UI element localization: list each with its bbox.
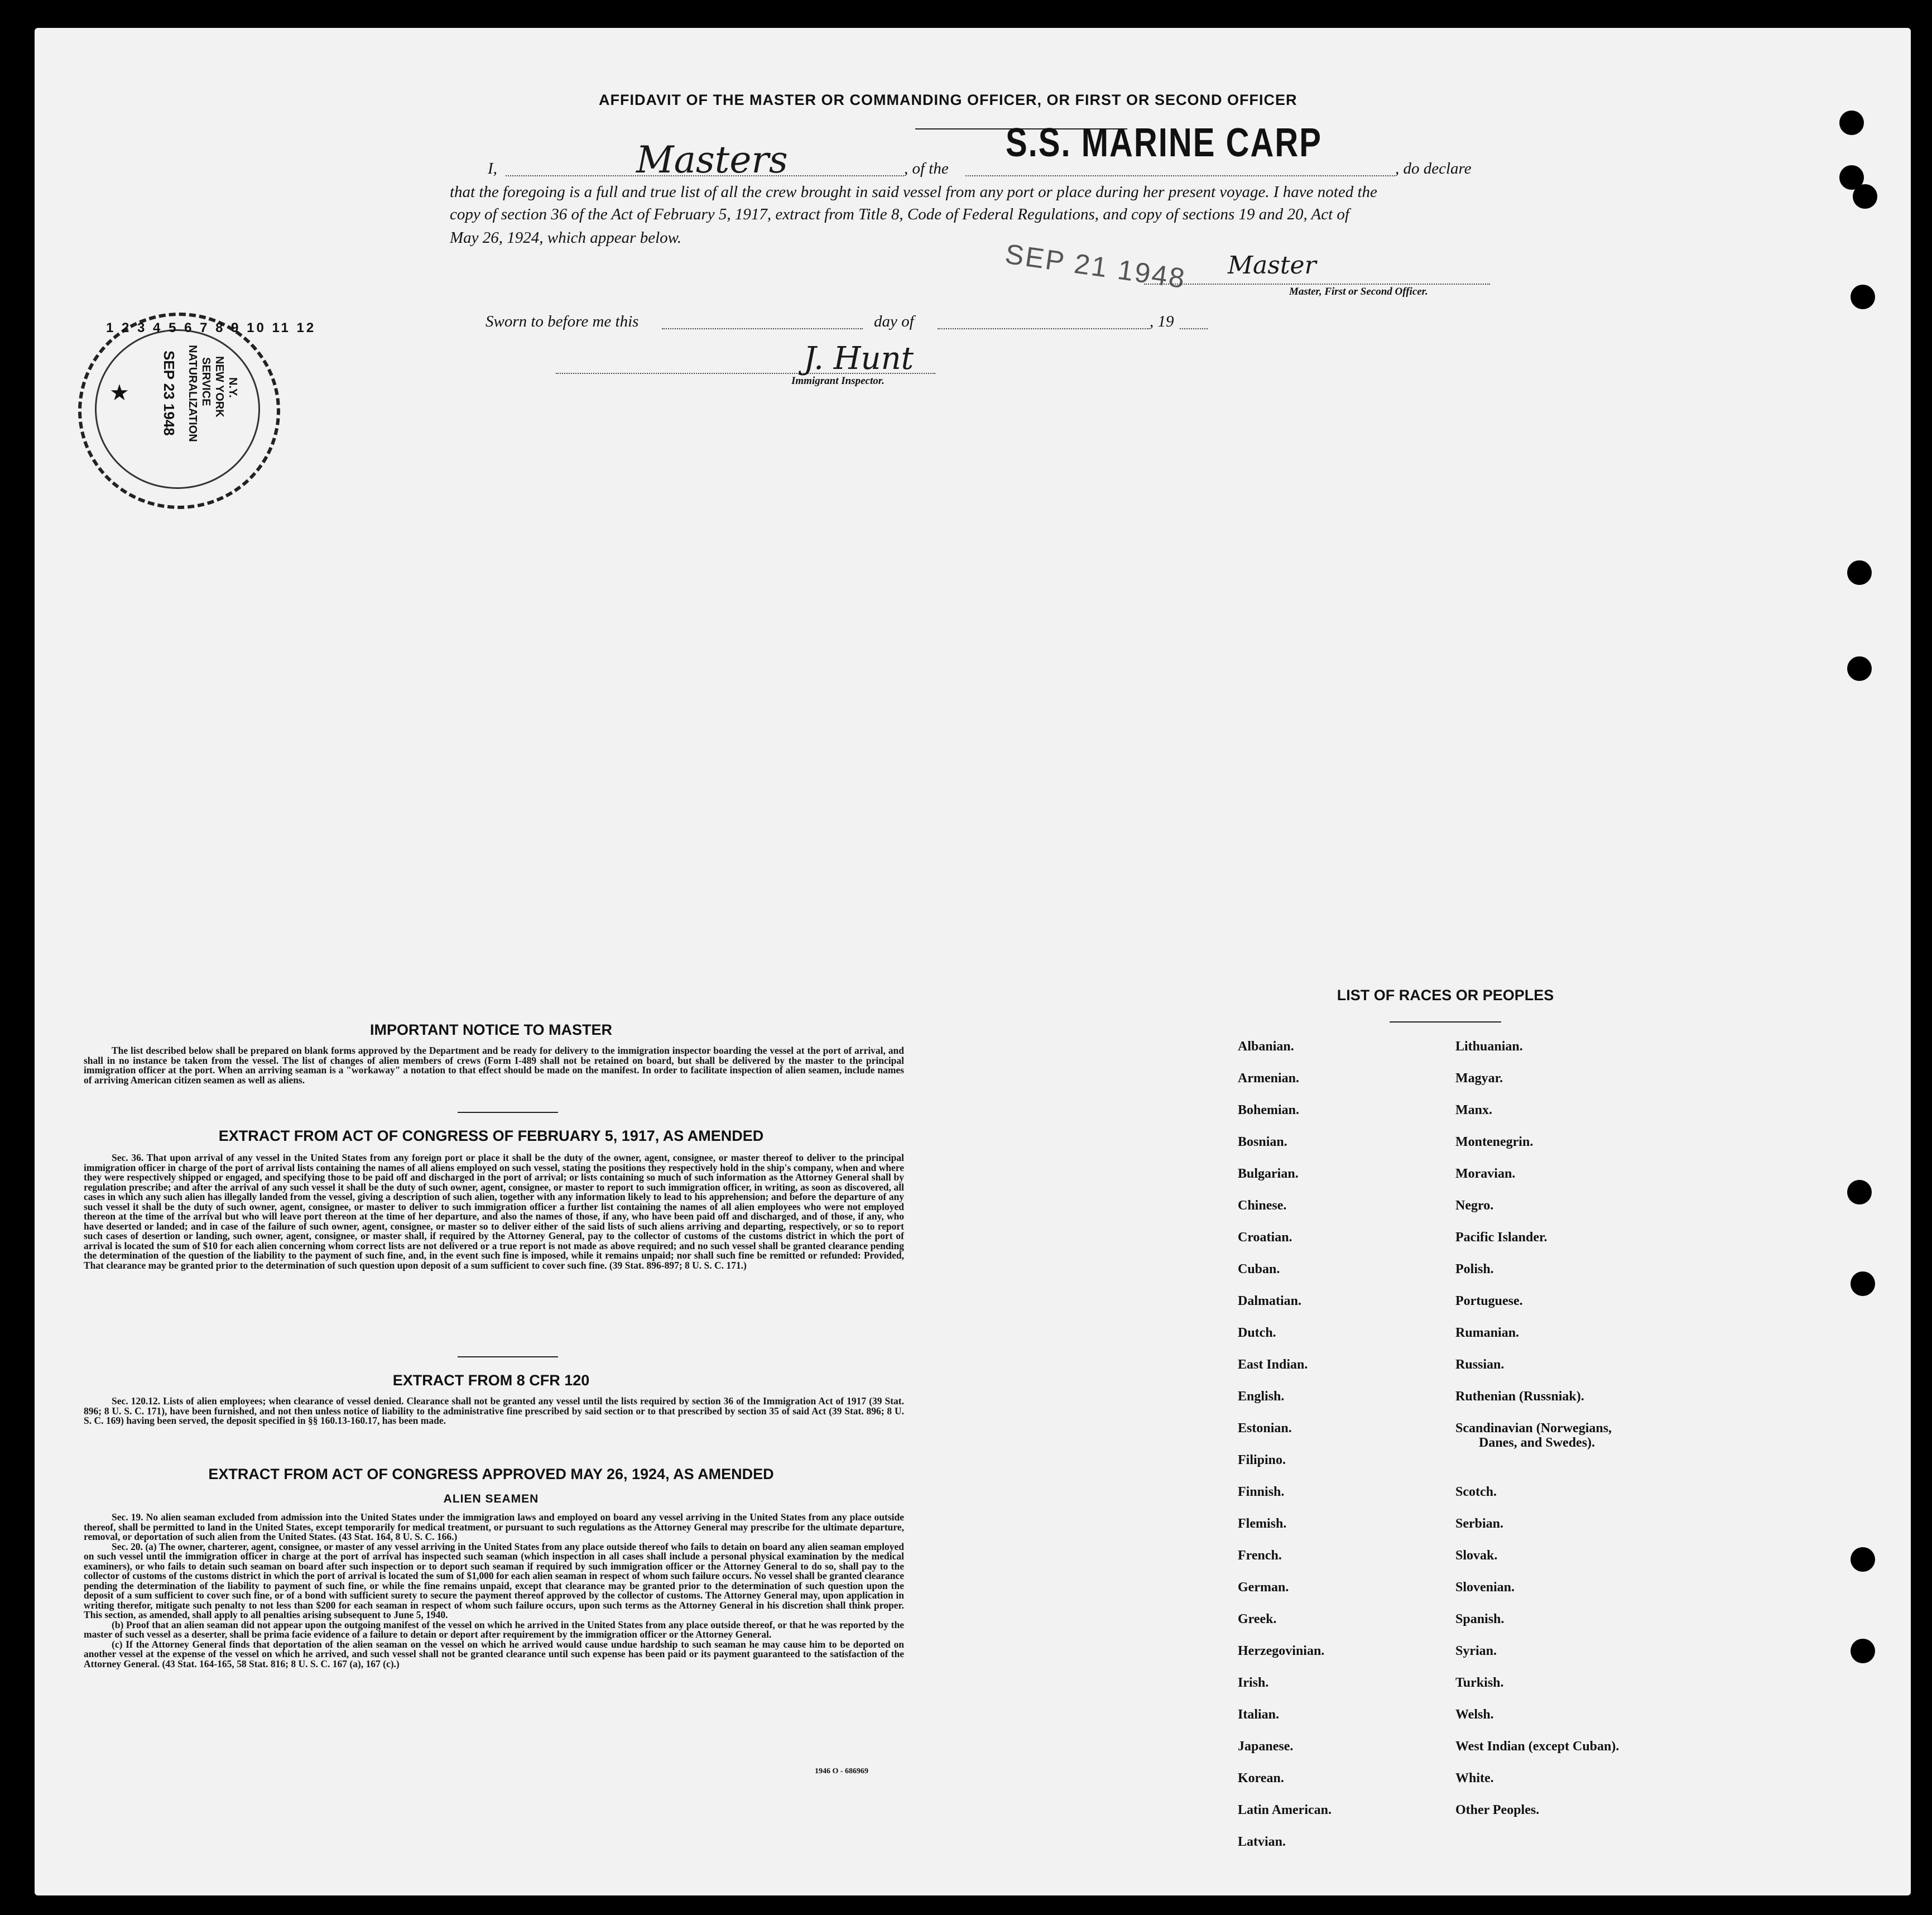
race-item: Scandinavian (Norwegians,	[1455, 1421, 1612, 1436]
of-the-label: , of the	[904, 160, 949, 177]
race-item: Bohemian.	[1238, 1103, 1300, 1117]
race-item: Pacific Islander.	[1455, 1230, 1547, 1245]
races-divider	[1390, 1021, 1501, 1023]
sec120-paragraph: Sec. 120.12. Lists of alien employees; when clearance of vessel denied. Clearance shall not be granted any vessel until the lists required by section 36 of the Immigration Act of 1917 (39 Stat. 896; 8 U. S. C. 171), have been furnished, and not then unless notice of liability to the administrative fine prescribed by said section or to that prescribed by section 35 of said Act (39 Stat. 896; 8 U. S. C. 169) having been served, the deposit specified in §§ 160.13-160.17, has been made.	[84, 1395, 904, 1426]
race-item: Chinese.	[1238, 1198, 1287, 1213]
alien-seamen-subheading: ALIEN SEAMEN	[443, 1492, 539, 1505]
race-item: German.	[1238, 1580, 1289, 1595]
inspector-signature: J. Hunt	[804, 340, 914, 377]
extract-1917-divider	[458, 1356, 558, 1357]
punch-hole	[1847, 656, 1872, 681]
sworn-year-line	[1180, 328, 1208, 329]
race-item: Bulgarian.	[1238, 1167, 1299, 1181]
stamp-line-4: NEW YORK	[213, 356, 225, 417]
race-item: Rumanian.	[1455, 1326, 1520, 1340]
punch-hole	[1851, 1639, 1875, 1663]
sworn-day-line	[662, 328, 863, 329]
stamp-line-3: SERVICE	[200, 357, 212, 406]
race-item: Cuban.	[1238, 1262, 1280, 1276]
race-item: White.	[1455, 1771, 1494, 1786]
races-heading: LIST OF RACES OR PEOPLES	[1337, 987, 1554, 1004]
race-item: Italian.	[1238, 1707, 1280, 1722]
race-item: Welsh.	[1455, 1707, 1494, 1722]
race-item: Albanian.	[1238, 1039, 1294, 1054]
race-item: Serbian.	[1455, 1516, 1504, 1531]
stamp-digits: 1 2 3 4 5 6 7 8 9 10 11 12	[106, 320, 316, 335]
race-item: English.	[1238, 1389, 1285, 1404]
ship-name: S.S. MARINE CARP	[1006, 119, 1322, 166]
signer-handwritten: Masters	[636, 138, 788, 181]
extract-1924-text	[84, 1513, 904, 1669]
race-item: Turkish.	[1455, 1676, 1504, 1690]
punch-hole	[1847, 1180, 1872, 1204]
race-item: West Indian (except Cuban).	[1455, 1739, 1619, 1754]
race-item: Flemish.	[1238, 1516, 1287, 1531]
sec20c-paragraph: (c) If the Attorney General finds that deportation of the alien seaman on the vessel on which he arrived would cause undue hardship to such seaman he may cause him to be deported on another vessel at the expense of the vessel on which he arrived, and such vessel shall not be granted clearance until such expense has been paid or its payment guaranteed to the satisfaction of the Attorney General. (43 Stat. 164-165, 58 Stat. 816; 8 U. S. C. 167 (a), 167 (c).)	[84, 1638, 904, 1669]
race-item: Estonian.	[1238, 1421, 1292, 1436]
race-item: Syrian.	[1455, 1644, 1497, 1658]
extract-1924-heading: EXTRACT FROM ACT OF CONGRESS APPROVED MAY 26, 1924, AS AMENDED	[208, 1466, 774, 1482]
extract-cfr-text	[84, 1396, 904, 1426]
race-item: French.	[1238, 1548, 1282, 1563]
sec19-paragraph: Sec. 19. No alien seaman excluded from admission into the United States under the immigration laws and employed on board any vessel arriving in the United States from any place outside thereof, shall be permitted to land in the United States, except temporarily for medical treatment, or pursuant to such regulations as the Attorney General may prescribe for the ultimate departure, removal, or deportation of such alien from the United States. (43 Stat. 164, 8 U. S. C. 166.)	[84, 1511, 904, 1542]
notice-divider	[458, 1112, 558, 1113]
stamp-line-2: NATURALIZATION	[186, 345, 199, 442]
stamp-star-icon: ★	[109, 380, 129, 405]
race-item: Croatian.	[1238, 1230, 1292, 1245]
sec20b-paragraph: (b) Proof that an alien seaman did not appear upon the outgoing manifest of the vessel on which he arrived in the United States from any place outside thereof, or that he was reported by the master of such vessel as a deserter, shall be prima facie evidence of a failure to detain or deport after requirement by the immigration officer or the Attorney General.	[84, 1619, 904, 1640]
race-item: Korean.	[1238, 1771, 1284, 1786]
inspector-caption: Immigrant Inspector.	[791, 375, 885, 387]
received-date-stamp: SEP 21 1948	[1003, 238, 1189, 295]
race-item: Latvian.	[1238, 1835, 1286, 1849]
race-item: Slovak.	[1455, 1548, 1498, 1563]
declaration-line-1: that the foregoing is a full and true list of all the crew brought in said vessel from any port or place during her present voyage. I have noted the	[450, 183, 1377, 201]
extract-1917-text	[84, 1153, 904, 1270]
notice-text	[84, 1046, 904, 1085]
race-item: Portuguese.	[1455, 1294, 1523, 1308]
sec20a-paragraph: Sec. 20. (a) The owner, charterer, agent, consignee, or master of any vessel arriving in the United States from any place outside thereof who fails to detain on board any alien seaman employed on such vessel until the immigration officer in charge at the port of arrival has inspected such seaman (which inspection in all cases shall include a personal physical examination by the medical examiners), or who fails to detain such seaman on board after such inspection or to deport such seaman if required by such immigration officer or the Attorney General to do so, shall pay to the collector of customs of the customs district in which the port of arrival is located the sum of $1,000 for each alien seaman in respect of whom such failure occurs. No vessel shall be granted clearance pending the determination of the liability to payment of such fine, or while the fine remains unpaid, except that clearance may be granted prior to the determination of such question upon the deposit of a sum sufficient to cover such fine, or of a bond with sufficient surety to secure the payment thereof approved by the collector of customs. The Attorney General may, upon application in writing therefor, mitigate such penalty to not less than $200 for each seaman in respect of whom such failure occurs, upon such terms as the Attorney General in his discretion shall think proper. This section, as amended, shall apply to all penalties arising subsequent to June 5, 1940.	[84, 1540, 904, 1620]
master-signature-line	[1144, 284, 1490, 285]
punch-hole	[1847, 560, 1872, 585]
punch-hole	[1853, 184, 1877, 209]
punch-hole	[1851, 1271, 1875, 1296]
ship-line	[965, 175, 1395, 176]
affidavit-title: AFFIDAVIT OF THE MASTER OR COMMANDING OFFICER, OR FIRST OR SECOND OFFICER	[599, 92, 1297, 108]
extract-cfr-heading: EXTRACT FROM 8 CFR 120	[392, 1372, 590, 1389]
master-caption: Master, First or Second Officer.	[1289, 286, 1428, 297]
race-item: Slovenian.	[1455, 1580, 1515, 1595]
stamp-date: SEP 23 1948	[161, 351, 177, 436]
naturalization-stamp-inner	[95, 329, 260, 489]
race-item-note: Danes, and Swedes).	[1479, 1436, 1595, 1450]
sec36-paragraph: Sec. 36. That upon arrival of any vessel in the United States from any foreign port or place it shall be the duty of the owner, agent, consignee, or master thereof to deliver to the principal immigration officer in charge of the port of arrival lists containing the names of all aliens employed on such vessel, stating the positions they respectively hold in the ship's company, when and where they were respectively shipped or engaged, and specifying those to be paid off and discharged in the port of arrival; or lists containing so much of such information as the Attorney General shall by regulation prescribe; and after the arrival of any such vessel it shall be the duty of such owner, agent, consignee, or master to report to such immigration officer, in writing, as soon as discovered, all cases in which any such alien has illegally landed from the vessel, giving a description of such alien, together with any information likely to lead to his apprehension; and before the departure of any such vessel it shall be the duty of such owner, agent, consignee, or master to deliver to such immigration officer a further list containing the names of all alien employees who were not employed thereon at the time of the arrival but who will leave port thereon at the time of her departure, and also the names of those, if any, who have been paid off and discharged, and of those, if any, who have deserted or landed; and in case of the failure of such owner, agent, consignee, or master so to deliver either of the said lists of such aliens arriving and departing, respectively, or so to report such cases of desertion or landing, such owner, agent, consignee, or master shall, if required by the Attorney General, pay to the collector of customs of the customs district in which the port of arrival is located the sum of $10 for each alien concerning whom correct lists are not delivered or a true report is not made as above required; and no such vessel shall be granted clearance pending the determination of the question of the liability to the payment of such fine, and, in the event such fine is imposed, while it remains unpaid; nor shall such fine be remitted or refunded: Provided, That clearance may be granted prior to the determination of such question upon deposit of a sum sufficient to cover such fine. (39 Stat. 896-897; 8 U. S. C. 171.)	[84, 1152, 904, 1271]
race-item: Polish.	[1455, 1262, 1494, 1276]
race-item: Herzegovinian.	[1238, 1644, 1325, 1658]
race-item: Manx.	[1455, 1103, 1492, 1117]
race-item: Lithuanian.	[1455, 1039, 1523, 1054]
punch-hole	[1851, 285, 1875, 309]
race-item: Russian.	[1455, 1357, 1505, 1372]
day-of-label: day of	[874, 313, 914, 330]
master-signature: Master	[1228, 251, 1316, 280]
race-item: Latin American.	[1238, 1803, 1332, 1817]
race-item: Spanish.	[1455, 1612, 1505, 1626]
race-item: Greek.	[1238, 1612, 1277, 1626]
race-item: Finnish.	[1238, 1485, 1285, 1499]
race-item: East Indian.	[1238, 1357, 1308, 1372]
declaration-line-3: May 26, 1924, which appear below.	[450, 229, 682, 247]
race-item: Negro.	[1455, 1198, 1494, 1213]
extract-1917-heading: EXTRACT FROM ACT OF CONGRESS OF FEBRUARY 5, 1917, AS AMENDED	[218, 1127, 764, 1144]
sworn-month-line	[938, 328, 1150, 329]
punch-hole	[1839, 111, 1864, 135]
notice-heading: IMPORTANT NOTICE TO MASTER	[370, 1021, 612, 1038]
stamp-line-5: N.Y.	[227, 377, 239, 398]
race-item: Moravian.	[1455, 1167, 1516, 1181]
race-item: Bosnian.	[1238, 1135, 1287, 1149]
race-item: Irish.	[1238, 1676, 1269, 1690]
punch-hole	[1851, 1547, 1875, 1572]
year-label: , 19	[1150, 313, 1174, 330]
race-item: Japanese.	[1238, 1739, 1294, 1754]
race-item: Ruthenian (Russniak).	[1455, 1389, 1584, 1404]
sworn-label: Sworn to before me this	[486, 313, 639, 330]
race-item: Armenian.	[1238, 1071, 1299, 1086]
notice-paragraph: The list described below shall be prepared on blank forms approved by the Department and be ready for delivery to the immigration inspector boarding the vessel at the port of arrival, and shall in no instance be taken from the vessel. The list of changes of alien members of crews (Form I-489 shall not be retained on board, but shall be delivered by the master to the principal immigration officer at the port. When an arriving seaman is a "workaway" a notation to that effect should be made on the manifest. In order to facilitate inspection of alien seamen, include names of arriving American citizen seamen as well as aliens.	[84, 1045, 904, 1086]
race-item: Dutch.	[1238, 1326, 1276, 1340]
race-item: Montenegrin.	[1455, 1135, 1534, 1149]
print-code: 1946 O - 686969	[815, 1767, 869, 1775]
race-item: Dalmatian.	[1238, 1294, 1301, 1308]
do-declare-label: , do declare	[1395, 160, 1472, 177]
race-item: Magyar.	[1455, 1071, 1503, 1086]
race-item: Scotch.	[1455, 1485, 1497, 1499]
declaration-line-2: copy of section 36 of the Act of February 5, 1917, extract from Title 8, Code of Federal Regulations, and copy of sections 19 and 20, Act of	[450, 205, 1349, 223]
race-item: Filipino.	[1238, 1453, 1286, 1467]
race-item: Other Peoples.	[1455, 1803, 1540, 1817]
i-label: I,	[488, 160, 497, 177]
